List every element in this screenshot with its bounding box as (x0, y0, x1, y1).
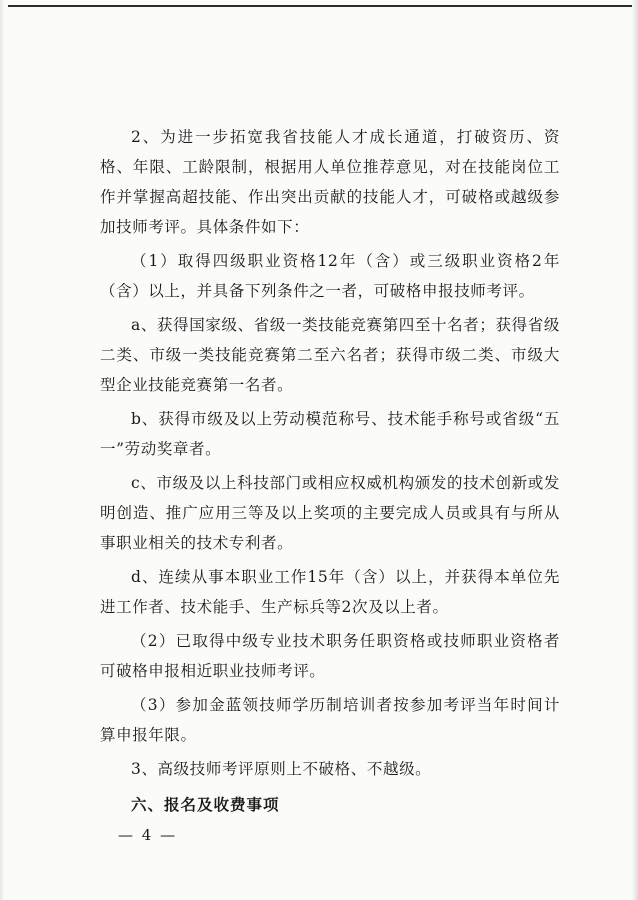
page-number: — 4 — (118, 826, 178, 844)
paragraph-condition-1d: d、连续从事本职业工作15年（含）以上，并获得本单位先进工作者、技术能手、生产标兵等2次及以上者。 (100, 568, 560, 616)
scan-edge-right (632, 0, 638, 900)
paragraph-condition-1b: b、获得市级及以上劳动模范称号、技术能手称号或省级“五一”劳动奖章者。 (100, 410, 560, 458)
paragraph-condition-1a: a、获得国家级、省级一类技能竞赛第四至十名者；获得省级二类、市级一类技能竞赛第二至六名者；获得市级二类、市级大型企业技能竞赛第一名者。 (100, 316, 560, 394)
top-border-line (8, 5, 632, 7)
document-body (100, 122, 560, 820)
paragraph-promotion-intro: 2、为进一步拓宽我省技能人才成长通道，打破资历、资格、年限、工龄限制，根据用人单位推荐意见，对在技能岗位工作并掌握高超技能、作出突出贡献的技能人才，可破格或越级参加技师考评。具体条件如下： (100, 128, 560, 236)
paragraph-senior-technician-rule: 3、高级技师考评原则上不破格、不越级。 (131, 760, 432, 778)
paragraph-condition-3: （3）参加金蓝领技师学历制培训者按参加考评当年时间计算申报年限。 (100, 696, 560, 744)
paragraph-condition-1c: c、市级及以上科技部门或相应权威机构颁发的技术创新或发明创造、推广应用三等及以上奖项的主要完成人员或具有与所从事职业相关的技术专利者。 (100, 474, 560, 552)
scan-edge-left (0, 0, 4, 900)
paragraph-condition-2: （2）已取得中级专业技术职务任职资格或技师职业资格者可破格申报相近职业技师考评。 (100, 632, 560, 680)
section-heading: 六、报名及收费事项 (131, 796, 280, 814)
paragraph-condition-1: （1）取得四级职业资格12年（含）或三级职业资格2年（含）以上，并具备下列条件之一者，可破格申报技师考评。 (100, 252, 560, 300)
